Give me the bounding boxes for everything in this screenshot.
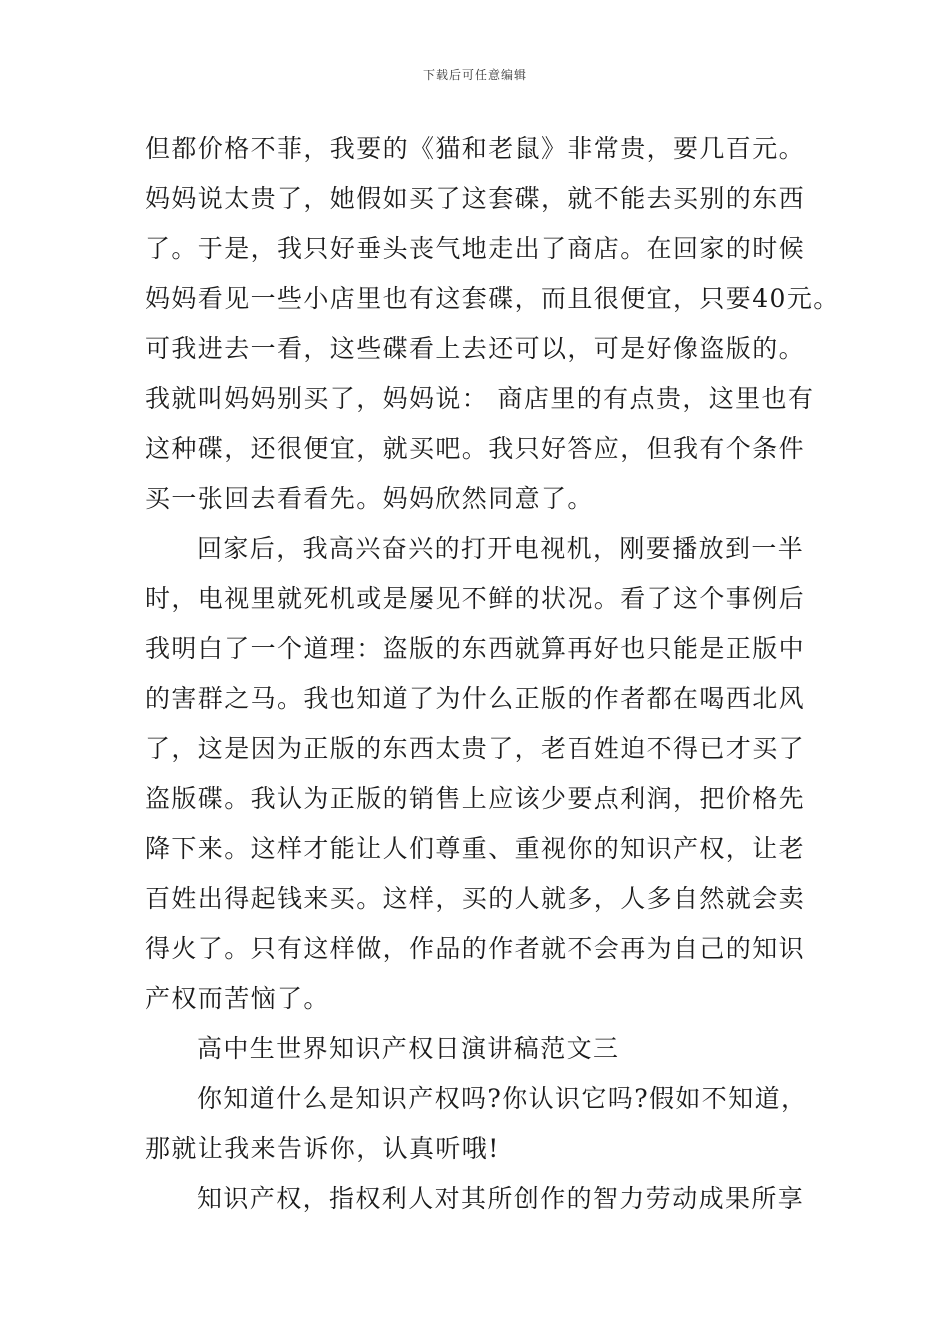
text-line: 了，这是因为正版的东西太贵了，老百姓迫不得已才买了 [145, 734, 806, 763]
text-line: 这种碟，还很便宜，就买吧。我只好答应，但我有个条件 [145, 434, 806, 463]
text-line: 我明白了一个道理：盗版的东西就算再好也只能是正版中 [145, 634, 806, 663]
text-line: 了。于是，我只好垂头丧气地走出了商店。在回家的时候 [145, 234, 806, 263]
page-header: 下载后可任意编辑 [422, 68, 527, 82]
section-heading: 高中生世界知识产权日演讲稿范文三 [197, 1034, 620, 1063]
text-line: 那就让我来告诉你，认真听哦! [145, 1134, 500, 1163]
text-line: 妈妈说太贵了，她假如买了这套碟，就不能去买别的东西 [145, 184, 806, 213]
text-line: 得火了。只有这样做，作品的作者就不会再为自己的知识 [145, 934, 806, 963]
paragraph-start-line: 知识产权，指权利人对其所创作的智力劳动成果所享 [197, 1184, 805, 1213]
paragraph-start-line: 你知道什么是知识产权吗?你认识它吗?假如不知道， [197, 1084, 808, 1113]
text-line: 妈妈看见一些小店里也有这套碟，而且很便宜，只要40元。 [145, 284, 840, 313]
text-line: 百姓出得起钱来买。这样，买的人就多，人多自然就会卖 [145, 884, 806, 913]
text-line: 盗版碟。我认为正版的销售上应该少要点利润，把价格先 [145, 784, 806, 813]
paragraph-start-line: 回家后，我高兴奋兴的打开电视机，刚要播放到一半 [197, 534, 805, 563]
text-line: 降下来。这样才能让人们尊重、重视你的知识产权，让老 [145, 834, 806, 863]
text-line: 买一张回去看看先。妈妈欣然同意了。 [145, 484, 594, 513]
text-line: 但都价格不菲，我要的《猫和老鼠》非常贵，要几百元。 [145, 134, 806, 163]
document-body [145, 124, 840, 1224]
text-line: 产权而苦恼了。 [145, 984, 330, 1013]
text-line: 我就叫妈妈别买了，妈妈说： 商店里的有点贵，这里也有 [145, 384, 815, 413]
text-line: 的害群之马。我也知道了为什么正版的作者都在喝西北风 [145, 684, 806, 713]
text-line: 可我进去一看，这些碟看上去还可以，可是好像盗版的。 [145, 334, 806, 363]
text-line: 时，电视里就死机或是屡见不鲜的状况。看了这个事例后 [145, 584, 806, 613]
